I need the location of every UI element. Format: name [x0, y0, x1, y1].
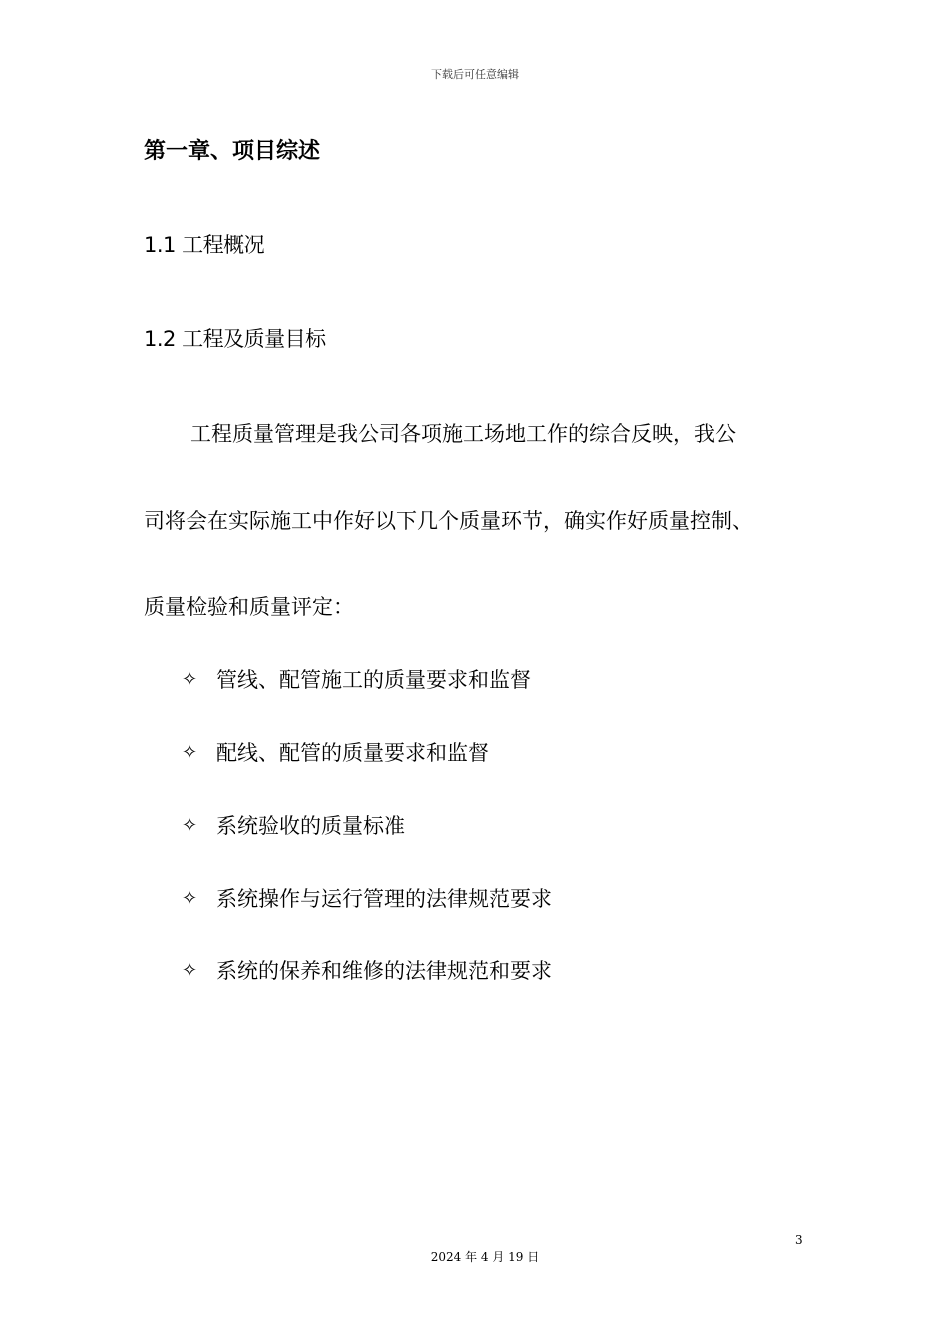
list-item-text: 配线、配管的质量要求和监督 — [216, 741, 489, 765]
four-point-star-icon: ✧ — [182, 668, 198, 690]
four-point-star-icon: ✧ — [182, 887, 198, 909]
page-number: 3 — [795, 1233, 803, 1247]
four-point-star-icon: ✧ — [182, 814, 198, 836]
list-item — [182, 955, 552, 985]
list-item — [182, 737, 489, 767]
list-item-text: 系统的保养和维修的法律规范和要求 — [216, 959, 552, 983]
four-point-star-icon: ✧ — [182, 741, 198, 763]
four-point-star-icon: ✧ — [182, 959, 198, 981]
footer-date: 2024 年 4 月 19 日 — [430, 1250, 540, 1264]
list-item — [182, 664, 531, 694]
section-heading-quality-goals: 1.2 工程及质量目标 — [144, 327, 326, 351]
paragraph-line: 司将会在实际施工中作好以下几个质量环节，确实作好质量控制、 — [144, 509, 753, 533]
list-item-text: 管线、配管施工的质量要求和监督 — [216, 668, 531, 692]
list-item — [182, 883, 552, 913]
paragraph-line: 质量检验和质量评定： — [144, 595, 354, 619]
header-note: 下载后可任意编辑 — [431, 68, 519, 81]
list-item — [182, 810, 405, 840]
list-item-text: 系统验收的质量标准 — [216, 814, 405, 838]
paragraph-line: 工程质量管理是我公司各项施工场地工作的综合反映，我公 — [190, 422, 736, 446]
section-heading-overview: 1.1 工程概况 — [144, 233, 265, 257]
chapter-title: 第一章、项目综述 — [144, 139, 321, 164]
list-item-text: 系统操作与运行管理的法律规范要求 — [216, 887, 552, 911]
